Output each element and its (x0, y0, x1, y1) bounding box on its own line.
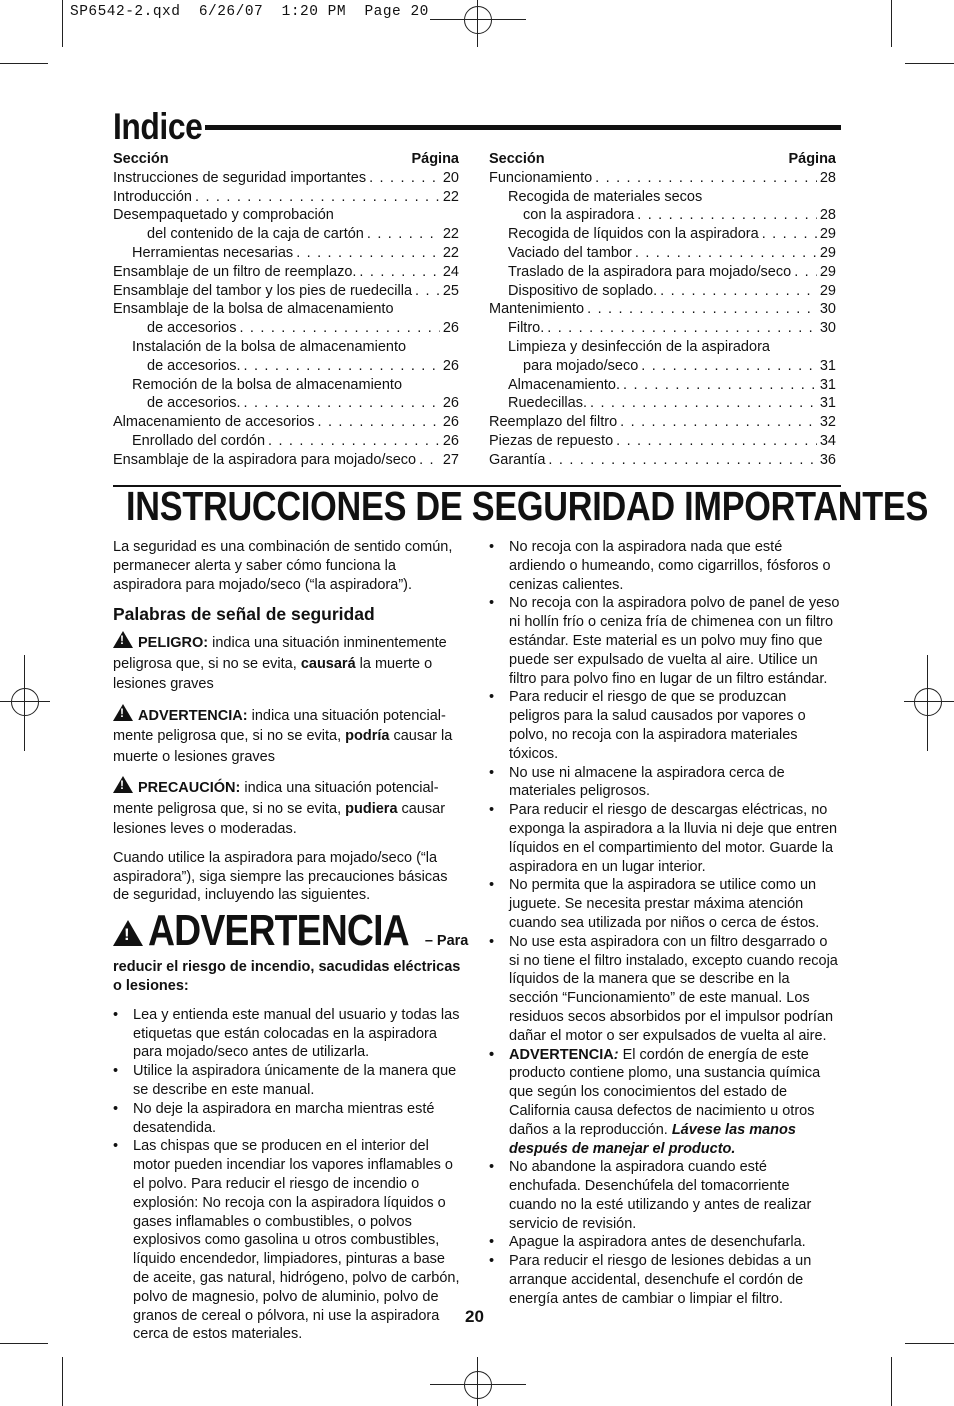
toc-leader-dots (584, 300, 817, 319)
toc-leader-dots (638, 357, 817, 376)
toc-entry-page: 25 (442, 282, 459, 299)
toc-leader-dots (544, 319, 817, 338)
signal-label: PELIGRO: (138, 635, 209, 652)
signal-keyword: causará (300, 655, 356, 672)
toc-entry-title: Ruedecillas. (508, 395, 587, 412)
bullet-item: • Para reducir el riesgo de lesiones debidas a un arranque accidental, desenchufe el cordón de energía antes de cambiar o limpiar el filtro. (489, 1252, 841, 1308)
toc-entry-title: Limpieza y desinfección de la aspiradora (508, 338, 770, 355)
toc-entry-title: Ensamblaje de la aspiradora para mojado/seco (113, 451, 417, 468)
toc-entry-title: Traslado de la aspiradora para mojado/seco (508, 263, 792, 280)
toc-entry (113, 432, 459, 451)
signal-text: indica una situación potencial-mente peligrosa que, si no se evita, (113, 707, 446, 745)
toc-entry (489, 338, 836, 357)
toc-leader-dots (791, 263, 817, 282)
toc-entry-page: 29 (819, 282, 836, 299)
toc-entry (489, 225, 836, 244)
toc-entry-title: del contenido de la caja de cartón (147, 226, 364, 243)
toc-entry-title: Instrucciones de seguridad importantes (113, 169, 367, 186)
warning-triangle-icon (113, 631, 133, 648)
crop-mark (0, 1343, 48, 1344)
toc-entry-page: 31 (819, 395, 836, 412)
toc-leader-dots (632, 244, 817, 263)
toc-entry-title: para mojado/seco (523, 357, 639, 374)
toc-entry (113, 282, 459, 301)
toc-entry (113, 169, 459, 188)
toc-leader-dots (192, 188, 440, 207)
crop-mark (0, 63, 48, 64)
toc-entry (489, 188, 836, 207)
toc-entry-page: 22 (442, 244, 459, 261)
crop-mark (905, 1343, 954, 1344)
prop65-warning (489, 1046, 841, 1159)
toc-entry-title: Mantenimiento (489, 301, 585, 318)
toc-leader-dots (366, 169, 440, 188)
toc-entry-page: 29 (819, 263, 836, 280)
toc-entry-page: 29 (819, 244, 836, 261)
left-bullet-list (113, 1006, 465, 1344)
signal-text: causar la muerte o lesiones graves (113, 728, 453, 765)
toc-leader-dots (241, 394, 440, 413)
bullet-item: • Para reducir el riesgo de descargas eléctricas, no exponga la aspiradora a la lluvia ni deje que entren líquidos en el compartimiento del motor. Guarde la aspiradora en un lugar interior. (489, 801, 841, 876)
toc-entry (489, 432, 836, 451)
title-rule (205, 125, 841, 130)
page-header: Página (411, 151, 459, 167)
toc-entry (489, 376, 836, 395)
toc-entry (113, 319, 459, 338)
signal-text: causar lesiones leves o moderadas. (113, 800, 446, 838)
toc-leader-dots (315, 413, 440, 432)
toc-entry (489, 206, 836, 225)
page-header: Página (788, 151, 836, 167)
toc-entry-title: de accesorios (147, 320, 237, 337)
toc-entry-title: Garantía (489, 451, 546, 468)
toc-entry-page: 26 (442, 432, 459, 449)
warning-triangle-icon (113, 704, 133, 721)
bullet-item: • Lea y entienda este manual del usuario y todas las etiquetas que están colocadas en la aspiradora para mojado/seco antes de utilizarla. (113, 1006, 465, 1062)
signal-label: PRECAUCIÓN: (138, 780, 241, 797)
toc-entry-title: Remoción de la bolsa de almacenamiento (132, 376, 403, 393)
warning-tail: – Para (420, 933, 469, 950)
toc-entry-page: 26 (442, 395, 459, 412)
toc-entry (113, 244, 459, 263)
toc-header (113, 150, 459, 169)
toc-entry-title: Vaciado del tambor (508, 244, 632, 261)
safety-right-column (489, 538, 841, 1309)
toc-leader-dots (293, 244, 440, 263)
toc-entry-title: Ensamblaje de la bolsa de almacenamiento (113, 301, 394, 318)
toc-entry-title: Desempaquetado y comprobación (113, 207, 334, 224)
toc-entry-title: Enrollado del cordón (132, 432, 266, 449)
crop-mark (891, 1357, 892, 1406)
bullet-item: • No recoja con la aspiradora polvo de panel de yeso ni hollín frío o ceniza fría de chimenea con un filtro estándar. Este material es un polvo muy fino que puede ser expulsado de vuelta al aire. Utilice un filtro para polvo fino en lugar de un filtro estándar. (489, 594, 841, 688)
toc-entry-page: 22 (442, 226, 459, 243)
crop-mark (62, 0, 63, 47)
crop-mark (905, 63, 954, 64)
usage-note: Cuando utilice la aspiradora para mojado/seco (“la aspiradora”), siga siempre las precauciones básicas de seguridad, incluyendo las siguientes. (113, 849, 448, 904)
toc-entry-page: 32 (819, 414, 836, 431)
toc-entry (113, 300, 459, 319)
prop65-label: ADVERTENCIA (509, 1046, 614, 1063)
toc-entry-title: Introducción (113, 188, 192, 205)
toc-header (489, 150, 836, 169)
toc-entry-title: Almacenamiento de accesorios (113, 414, 315, 431)
toc-entry-title: de accesorios. (147, 357, 241, 374)
toc-leader-dots (620, 376, 817, 395)
toc-entry (489, 451, 836, 470)
toc-entry (489, 394, 836, 413)
toc-entry-title: Piezas de repuesto (489, 432, 614, 449)
crop-mark (891, 0, 892, 47)
signal-text: indica una situación inminentemente peligrosa que, si no se evita, (113, 635, 447, 672)
toc-entry (113, 357, 459, 376)
warning-triangle-icon (113, 776, 133, 793)
toc-leader-dots (356, 263, 439, 282)
toc-left-column (113, 150, 459, 470)
right-bullet-list-2 (489, 1158, 841, 1308)
toc-entry (113, 376, 459, 395)
toc-entry (113, 338, 459, 357)
toc-entry-title: con la aspiradora (523, 207, 635, 224)
safety-intro: La seguridad es una combinación de sentido común, permanecer alerta y saber cómo funciona la aspiradora para mojado/seco (“la aspiradora”). (113, 539, 453, 593)
warning-subheading: reducir el riesgo de incendio, sacudidas eléctricas o lesiones: (113, 959, 461, 995)
warning-triangle-icon (113, 920, 143, 946)
toc-leader-dots (613, 432, 817, 451)
toc-entry-title: Recogida de líquidos con la aspiradora (508, 226, 759, 243)
bullet-item: • No use ni almacene la aspiradora cerca de materiales peligrosos. (489, 764, 841, 802)
bullet-item: • Utilice la aspiradora únicamente de la manera que se describe en este manual. (113, 1062, 465, 1100)
prop65-text: El cordón de energía de este producto contiene plomo, una sustancia química que según los conocimientos del estado de California causa defectos de nacimiento u otros daños a la reproducción. (509, 1046, 821, 1138)
toc-leader-dots (412, 282, 440, 301)
toc-entry-page: 26 (442, 414, 459, 431)
toc-entry-title: Funcionamiento (489, 169, 593, 186)
toc-entry (113, 394, 459, 413)
printer-slug: SP6542-2.qxd 6/26/07 1:20 PM Page 20 (70, 4, 429, 20)
prop65-list (489, 1046, 841, 1159)
toc-entry-page: 22 (442, 188, 459, 205)
section-header: Sección (113, 151, 169, 167)
bullet-item: • No abandone la aspiradora cuando esté enchufada. Desenchúfela del tomacorriente cuando no la esté utilizando y antes de realizar servicio de revisión. (489, 1158, 841, 1233)
toc-entry (489, 244, 836, 263)
toc-entry (113, 263, 459, 282)
toc-entry (489, 319, 836, 338)
toc-entry-page: 24 (442, 263, 459, 280)
toc-entry-page: 28 (819, 169, 836, 186)
toc-entry-page: 31 (819, 357, 836, 374)
toc-entry-page: 36 (819, 451, 836, 468)
toc-leader-dots (592, 169, 817, 188)
toc-leader-dots (241, 357, 440, 376)
bullet-item: • Las chispas que se producen en el interior del motor pueden incendiar los vapores inflamables o el polvo. Para reducir el riesgo de incendio o explosión: No recoja con la aspiradora líquidos o gases inflamables o combustibles, o polvos explosivos como gasolina u otros combustibles, líquido encendedor, limpiadores, pinturas a base de aceite, gas natural, hidrógeno, polvo de carbón, polvo de magnesio, polvo de aluminio, polvo de granos de cereal o pólvora, ni use la aspiradora cerca de estos materiales. (113, 1137, 465, 1344)
right-bullet-list (489, 538, 841, 1046)
toc-entry-page: 26 (442, 320, 459, 337)
toc-entry-title: Instalación de la bolsa de almacenamiento (132, 338, 407, 355)
toc-right-column (489, 150, 836, 470)
toc-leader-dots (416, 451, 440, 470)
toc-entry-page: 31 (819, 376, 836, 393)
warning-heading (113, 906, 469, 958)
section-header: Sección (489, 151, 545, 167)
toc-entry (489, 300, 836, 319)
prop65-colon: : (613, 1046, 619, 1063)
toc-entry-page: 26 (442, 357, 459, 374)
toc-entry (489, 413, 836, 432)
signal-peligro (113, 631, 465, 695)
bullet-item: • No use esta aspiradora con un filtro desgarrado o si no tiene el filtro instalado, excepto cuando recoja líquidos de la manera que se describe en la sección “Funcionamiento” de este manual. Los residuos secos absorbidos por el impulsor podrían dañar el motor o ser expulsados de vuelta al aire. (489, 933, 841, 1046)
toc-entry-page: 34 (819, 432, 836, 449)
toc-entry-page: 27 (442, 451, 459, 468)
toc-entry (113, 225, 459, 244)
signal-precaucion (113, 776, 465, 840)
toc-entry (489, 263, 836, 282)
toc-entry (113, 206, 459, 225)
bullet-item: • Para reducir el riesgo de que se produzcan peligros para la salud causados por vapores o polvo, no recoja con la aspiradora materiales tóxicos. (489, 688, 841, 763)
signal-label: ADVERTENCIA: (138, 707, 248, 724)
signal-keyword: podría (345, 728, 390, 745)
toc-entry (489, 357, 836, 376)
toc-entry (113, 188, 459, 207)
toc-leader-dots (587, 394, 817, 413)
toc-entry-title: Filtro. (508, 320, 545, 337)
toc-entry-page: 30 (819, 301, 836, 318)
toc-entry-title: Dispositivo de soplado. (508, 282, 658, 299)
signal-keyword: pudiera (345, 800, 398, 817)
toc-leader-dots (265, 432, 440, 451)
bullet-item: • No recoja con la aspiradora nada que esté ardiendo o humeando, como cigarrillos, fósforos o cenizas calientes. (489, 538, 841, 594)
signal-advertencia (113, 704, 465, 768)
signal-text: la muerte o lesiones graves (113, 655, 433, 693)
bullet-item: • No deje la aspiradora en marcha mientras esté desatendida. (113, 1100, 465, 1138)
warning-word: ADVERTENCIA (148, 906, 409, 956)
toc-leader-dots (634, 206, 817, 225)
toc-entry-page: 29 (819, 226, 836, 243)
toc-entry-page: 30 (819, 320, 836, 337)
toc-entry-title: Ensamblaje de un filtro de reemplazo. (113, 263, 357, 280)
signal-text: indica una situación potencial-mente peligrosa que, si no se evita, (113, 780, 439, 817)
toc-entry (113, 451, 459, 470)
toc-entry-title: Herramientas necesarias (132, 244, 294, 261)
toc-entry-page: 28 (819, 207, 836, 224)
toc-leader-dots (657, 282, 817, 301)
toc-entry-title: de accesorios. (147, 395, 241, 412)
toc-entry-page: 20 (442, 169, 459, 186)
toc-leader-dots (545, 451, 816, 470)
crop-mark (62, 1357, 63, 1406)
bullet-item: • Apague la aspiradora antes de desenchufarla. (489, 1233, 841, 1252)
toc-leader-dots (617, 413, 817, 432)
toc-entry-title: Ensamblaje del tambor y los pies de ruedecilla (113, 282, 413, 299)
page-number: 20 (465, 1307, 484, 1326)
index-title: Indice (113, 106, 203, 147)
toc-entry-title: Almacenamiento. (508, 376, 621, 393)
safety-title: INSTRUCCIONES DE SEGURIDAD IMPORTANTES (126, 483, 929, 529)
toc-leader-dots (364, 225, 440, 244)
toc-entry (113, 413, 459, 432)
toc-entry (489, 282, 836, 301)
toc-entry-title: Recogida de materiales secos (508, 188, 703, 205)
toc-entry-title: Reemplazo del filtro (489, 414, 618, 431)
toc-leader-dots (236, 319, 439, 338)
bullet-item: • No permita que la aspiradora se utilice como un juguete. Se necesita prestar máxima atención cuando sea utilizada por niños o cerca de éstos. (489, 876, 841, 932)
signal-words-heading: Palabras de señal de seguridad (113, 604, 375, 625)
toc-entry (489, 169, 836, 188)
toc-leader-dots (759, 225, 817, 244)
safety-left-column (113, 538, 469, 1344)
prop65-emphasis: Lávese las manos después de manejar el producto. (509, 1121, 796, 1157)
